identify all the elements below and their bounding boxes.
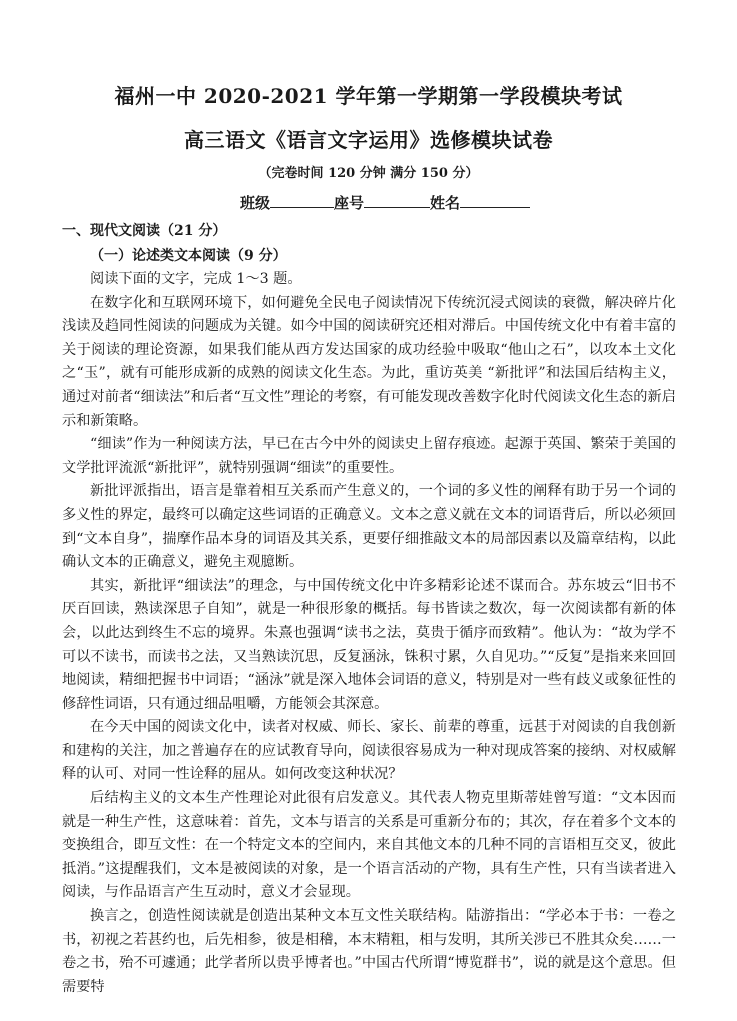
exam-time-score: （完卷时间 120 分钟 满分 150 分） — [258, 166, 479, 181]
passage-paragraph: 其实，新批评“细读法”的理念，与中国传统文化中许多精彩论述不谋而合。苏东坡云“旧书不厌百回读，熟读深思子自知”，就是一种很形象的概括。每书皆读之数次，每一次阅读都有新的体会，以此达到终生不忘的境界。朱熹也强调“读书之法，莫贵于循序而致精”。他认为：“故为学不可以不读书，而读书之法，又当熟读沉思，反复涵泳，铢积寸累，久自见功。”“反复”是指来来回回地阅读，精细把握书中词语；“涵泳”就是深入地体会词语的意义，特别是对一些有歧义或象征性的修辞性词语，只有通过细品咀嚼，方能领会其深意。 — [62, 577, 676, 712]
passage-paragraph: 新批评派指出，语言是靠着相互关系而产生意义的，一个词的多义性的阐释有助于另一个词的多义性的界定，最终可以确定这些词语的正确意义。文本之意义就在文本的词语背后，所以必须回到“文本自身”，揣摩作品本身的词语及其关系，更要仔细推敲文本的局部因素以及篇章结构，以此确认文本的正确意义，避免主观臆断。 — [62, 483, 676, 571]
passage-instruction: 阅读下面的文字，完成 1～3 题。 — [90, 271, 302, 287]
passage-paragraph: 在数字化和互联网环境下，如何避免全民电子阅读情况下传统沉浸式阅读的衰微，解决碎片化浅读及趋同性阅读的问题成为关键。如今中国的阅读研究还相对滞后。中国传统文化中有着丰富的关于阅读的理论资源，如果我们能从西方发达国家的成功经验中吸取“他山之石”，以攻本土文化之“玉”，就有可能形成新的成熟的阅读文化生态。为此，重访英美 “新批评”和法国后结构主义，通过对前者“细读法”和后者“互文性”理论的考察，有可能发现改善数字化时代阅读文化生态的新启示和新策略。 — [62, 294, 676, 429]
exam-title: 福州一中 2020-2021 学年第一学期第一学段模块考试 — [114, 84, 623, 108]
subsection-heading: （一）论述类文本阅读（9 分） — [90, 248, 287, 264]
passage-paragraph: 换言之，创造性阅读就是创造出某种文本互文性关联结构。陆游指出：“学必本于书：一卷之书，初视之若甚约也，后先相参，彼是相稽，本末精粗，相与发明，其所关涉已不胜其众矣……一卷之书，殆不可遽通；此学者所以贵乎博者也。”中国古代所谓“博览群书”，说的就是这个意思。但需要特 — [62, 908, 676, 995]
passage-paragraph: 在今天中国的阅读文化中，读者对权威、师长、家长、前辈的尊重，远甚于对阅读的自我创新和建构的关注，加之普遍存在的应试教育导向，阅读很容易成为一种对现成答案的接纳、对权威解释的认可、对同一性诠释的屈从。如何改变这种状况？ — [62, 719, 676, 783]
passage-paragraph: 后结构主义的文本生产性理论对此很有启发意义。其代表人物克里斯蒂娃曾写道：“文本因而就是一种生产性，这意味着：首先，文本与语言的关系是可重新分布的；其次，存在着多个文本的变换组合，即互文性：在一个特定文本的空间内，来自其他文本的几种不同的言语相互交叉，彼此抵消。”这提醒我们，文本是被阅读的对象，是一个语言活动的产物，具有生产性，只有当读者进入阅读，与作品语言产生互动时，意义才会显现。 — [62, 790, 676, 901]
student-info-line — [240, 192, 530, 213]
exam-subtitle: 高三语文《语言文字运用》选修模块试卷 — [184, 128, 553, 152]
passage-paragraph: “细读”作为一种阅读方法，早已在古今中外的阅读史上留存痕迹。起源于英国、繁荣于美国的文学批评流派“新批评”，就特别强调“细读”的重要性。 — [62, 436, 676, 476]
seat-blank[interactable] — [364, 193, 430, 208]
class-blank[interactable] — [270, 193, 334, 208]
seat-label: 座号 — [334, 194, 365, 212]
reading-passage — [62, 268, 676, 999]
class-label: 班级 — [240, 194, 271, 212]
name-blank[interactable] — [460, 193, 530, 208]
name-label: 姓名 — [430, 194, 461, 212]
section-heading: 一、现代文阅读（21 分） — [62, 223, 227, 239]
